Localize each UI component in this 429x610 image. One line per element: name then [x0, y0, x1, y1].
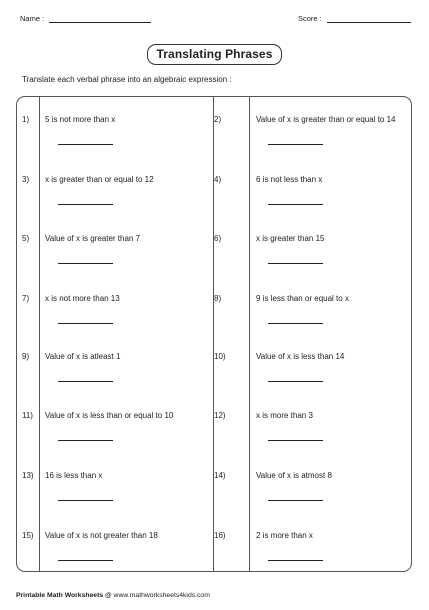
footer: [16, 592, 210, 599]
worksheet-title: Translating Phrases: [147, 44, 283, 65]
problem-text: 2 is more than x: [256, 531, 313, 540]
answer-blank-line[interactable]: [268, 440, 323, 441]
title-wrapper: [0, 44, 429, 65]
name-field-row: [20, 14, 151, 23]
answer-blank-line[interactable]: [268, 263, 323, 264]
answer-blank-line[interactable]: [58, 381, 113, 382]
instructions: Translate each verbal phrase into an algebraic expression :: [22, 75, 232, 84]
score-label: Score :: [298, 14, 322, 23]
answer-blank-line[interactable]: [58, 144, 113, 145]
answer-blank-line[interactable]: [268, 323, 323, 324]
problem-number: 13): [22, 471, 34, 480]
problem-text: Value of x is greater than 7: [45, 234, 141, 243]
column-divider-middle: [213, 97, 214, 571]
problem-number: 8): [214, 294, 222, 303]
answer-blank-line[interactable]: [268, 381, 323, 382]
problem-number: 15): [22, 531, 34, 540]
problem-text: 9 is less than or equal to x: [256, 294, 349, 303]
name-label: Name :: [20, 14, 45, 23]
answer-blank-line[interactable]: [268, 560, 323, 561]
answer-blank-line[interactable]: [58, 323, 113, 324]
problem-number: 5): [22, 234, 30, 243]
answer-blank-line[interactable]: [268, 144, 323, 145]
problem-text: x is not more than 13: [45, 294, 120, 303]
problem-text: Value of x is less than 14: [256, 352, 345, 361]
problem-text: x is greater than or equal to 12: [45, 175, 154, 184]
problem-number: 9): [22, 352, 30, 361]
answer-blank-line[interactable]: [58, 440, 113, 441]
footer-brand: Printable Math Worksheets @: [16, 592, 114, 599]
column-divider-left: [39, 97, 40, 571]
problem-number: 3): [22, 175, 30, 184]
problem-text: x is more than 3: [256, 411, 313, 420]
score-blank-line[interactable]: [327, 14, 411, 23]
problem-number: 12): [214, 411, 226, 420]
score-field-row: [298, 14, 411, 23]
problem-number: 10): [214, 352, 226, 361]
answer-blank-line[interactable]: [268, 500, 323, 501]
problem-text: Value of x is greater than or equal to 14: [256, 115, 396, 124]
problem-text: Value of x is not greater than 18: [45, 531, 158, 540]
problem-number: 6): [214, 234, 222, 243]
problem-text: Value of x is atleast 1: [45, 352, 121, 361]
problem-text: 6 is not less than x: [256, 175, 323, 184]
answer-blank-line[interactable]: [58, 263, 113, 264]
problem-number: 16): [214, 531, 226, 540]
answer-blank-line[interactable]: [268, 204, 323, 205]
problem-number: 2): [214, 115, 222, 124]
problem-text: 5 is not more than x: [45, 115, 116, 124]
name-blank-line[interactable]: [49, 14, 151, 23]
column-divider-right: [249, 97, 250, 571]
problem-number: 11): [22, 411, 33, 420]
problem-text: Value of x is atmost 8: [256, 471, 332, 480]
answer-blank-line[interactable]: [58, 560, 113, 561]
problem-number: 4): [214, 175, 222, 184]
answer-blank-line[interactable]: [58, 500, 113, 501]
problem-number: 1): [22, 115, 30, 124]
answer-blank-line[interactable]: [58, 204, 113, 205]
problem-number: 14): [214, 471, 226, 480]
problem-text: x is greater than 15: [256, 234, 325, 243]
footer-url: www.mathworksheets4kids.com: [113, 592, 210, 599]
problem-number: 7): [22, 294, 30, 303]
problem-text: Value of x is less than or equal to 10: [45, 411, 174, 420]
problem-text: 16 is less than x: [45, 471, 103, 480]
